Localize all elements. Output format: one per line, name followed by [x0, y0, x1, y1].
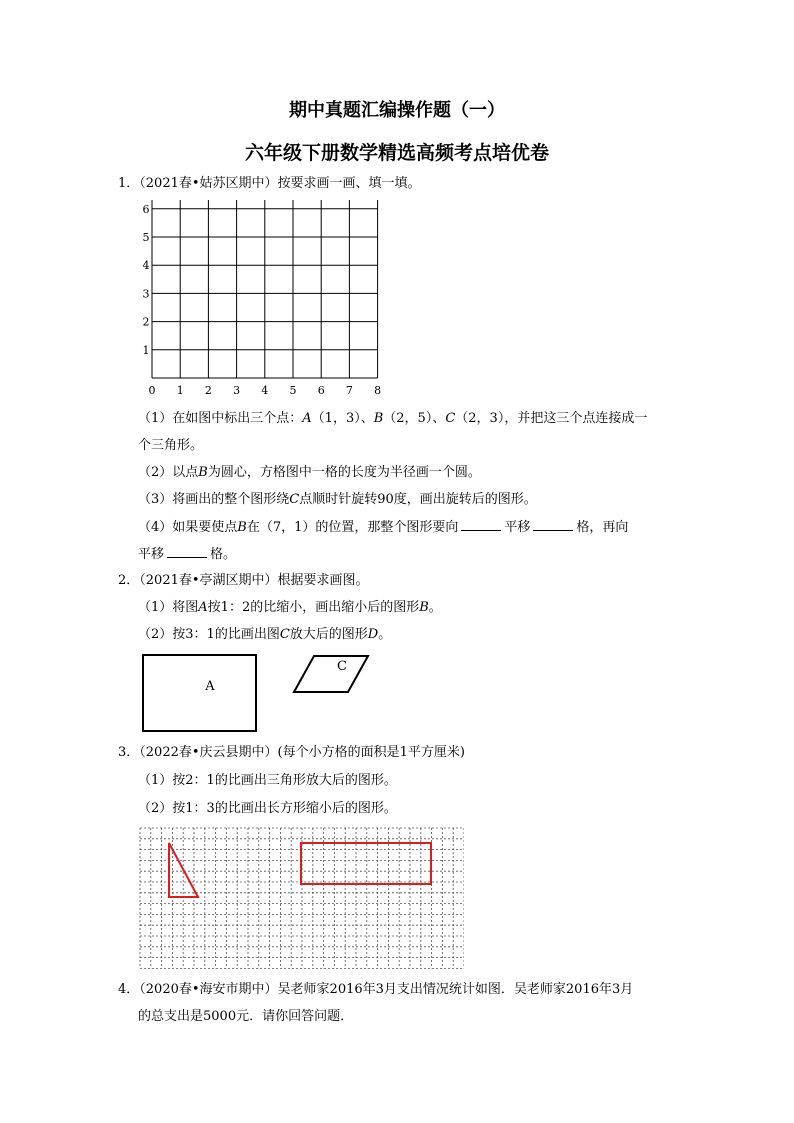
question-3-header [118, 744, 465, 762]
rectangle-a-label: A [205, 679, 215, 694]
q1-part4-line1 [138, 518, 628, 537]
question-stem: (每个小方格的面积是1平方厘米) [277, 745, 465, 760]
q1-text: 平移 [138, 547, 165, 562]
x-tick-label: 5 [289, 384, 297, 397]
question-source: （2020春•海安市期中） [139, 982, 278, 997]
shape-c-label: C [279, 627, 290, 642]
question-source: （2022春•庆云县期中） [139, 745, 278, 760]
point-b-label: B [373, 411, 384, 426]
y-tick-label: 2 [142, 315, 150, 329]
question-number: 1． [118, 176, 140, 191]
q4-stem-line2: 的总支出是5000元．请你回答问题． [138, 1009, 354, 1024]
y-tick-label: 6 [142, 202, 150, 216]
question-4-header [118, 981, 633, 999]
dotted-grid [138, 826, 464, 970]
x-tick-label: 4 [261, 384, 269, 397]
q1-text: 格。 [210, 547, 237, 562]
question-stem: 吴老师家2016年3月支出情况统计如图．吴老师家2016年3月 [277, 982, 634, 997]
y-tick-label: 1 [142, 343, 150, 357]
question-number: 4． [118, 982, 140, 997]
q2-figures [138, 650, 378, 736]
parallelogram-c-label: C [337, 659, 347, 674]
q1-text: （2，3），并把这三个点连接成一 [455, 411, 648, 426]
answer-blank[interactable] [461, 518, 501, 531]
question-number: 2． [118, 573, 140, 588]
q1-text: （1，3）、 [311, 411, 374, 426]
answer-blank[interactable] [167, 545, 207, 558]
q1-part1-line2: 个三角形。 [138, 438, 204, 453]
x-tick-label: 3 [233, 384, 241, 397]
shape-a-label: A [198, 600, 208, 615]
q1-part3 [138, 491, 537, 509]
q2-text: 放大后的图形 [289, 627, 368, 642]
y-tick-label: 3 [142, 287, 150, 301]
q1-text: 点顺时针旋转90度，画出旋转后的图形。 [299, 492, 537, 507]
q3-part1: （1）按2：1的比画出三角形放大后的图形。 [138, 773, 397, 788]
question-source: （2021春•亭湖区期中） [139, 573, 278, 588]
q2-part1 [138, 599, 442, 617]
q2-text: 按1：2的比缩小，画出缩小后的图形 [207, 600, 420, 615]
point-b-label: B [198, 465, 208, 480]
x-tick-label: 6 [317, 384, 325, 397]
y-tick-label: 5 [142, 231, 150, 244]
q1-text: 格，再向 [576, 520, 629, 535]
q1-text: 为圆心，方格图中一格的长度为半径画一个圆。 [207, 465, 481, 480]
q1-part4-line2 [138, 545, 236, 564]
q1-text: 平移 [504, 520, 531, 535]
q3-part2: （2）按1：3的比画出长方形缩小后的图形。 [138, 801, 397, 816]
q1-text: 在（7，1）的位置，那整个图形要向 [246, 520, 459, 535]
q1-text: （2，5）、 [383, 411, 446, 426]
question-stem: 根据要求画图。 [277, 573, 369, 588]
y-tick-label: 4 [142, 259, 150, 273]
question-number: 3． [118, 745, 140, 760]
question-1-header [118, 175, 421, 193]
answer-blank[interactable] [533, 518, 573, 531]
point-c-label: C [445, 411, 456, 426]
q2-text: 。 [428, 600, 442, 615]
rectangle-a [143, 655, 256, 731]
q1-text: （4）如果要使点 [138, 520, 238, 535]
q2-text: （2）按3：1的比画出图 [138, 627, 280, 642]
q1-text: （3）将画出的整个图形绕 [138, 492, 290, 507]
point-c-label: C [289, 492, 300, 507]
x-tick-label: 0 [148, 384, 156, 397]
point-a-label: A [302, 411, 312, 426]
q2-part2 [138, 626, 391, 644]
coordinate-grid [138, 200, 398, 400]
question-stem: 按要求画一画、填一填。 [277, 176, 421, 191]
parallelogram-c [294, 656, 368, 692]
x-tick-label: 7 [345, 384, 353, 397]
shape-b-label: B [419, 600, 429, 615]
page-title: 期中真题汇编操作题（一） [289, 100, 505, 121]
q1-part2 [138, 464, 481, 482]
x-tick-label: 1 [176, 384, 184, 397]
q1-part1-line1 [138, 410, 647, 428]
question-source: （2021春•姑苏区期中） [139, 176, 278, 191]
red-rectangle [301, 843, 431, 884]
x-tick-label: 8 [374, 384, 382, 397]
q1-text: （2）以点 [138, 465, 199, 480]
q2-text: （1）将图 [138, 600, 199, 615]
point-b-label: B [237, 520, 247, 535]
shape-d-label: D [367, 627, 379, 642]
x-tick-label: 2 [204, 384, 212, 397]
q2-text: 。 [378, 627, 392, 642]
question-2-header [118, 572, 369, 590]
page-subtitle: 六年级下册数学精选高频考点培优卷 [244, 142, 549, 164]
q1-text: （1）在如图中标出三个点： [138, 411, 303, 426]
